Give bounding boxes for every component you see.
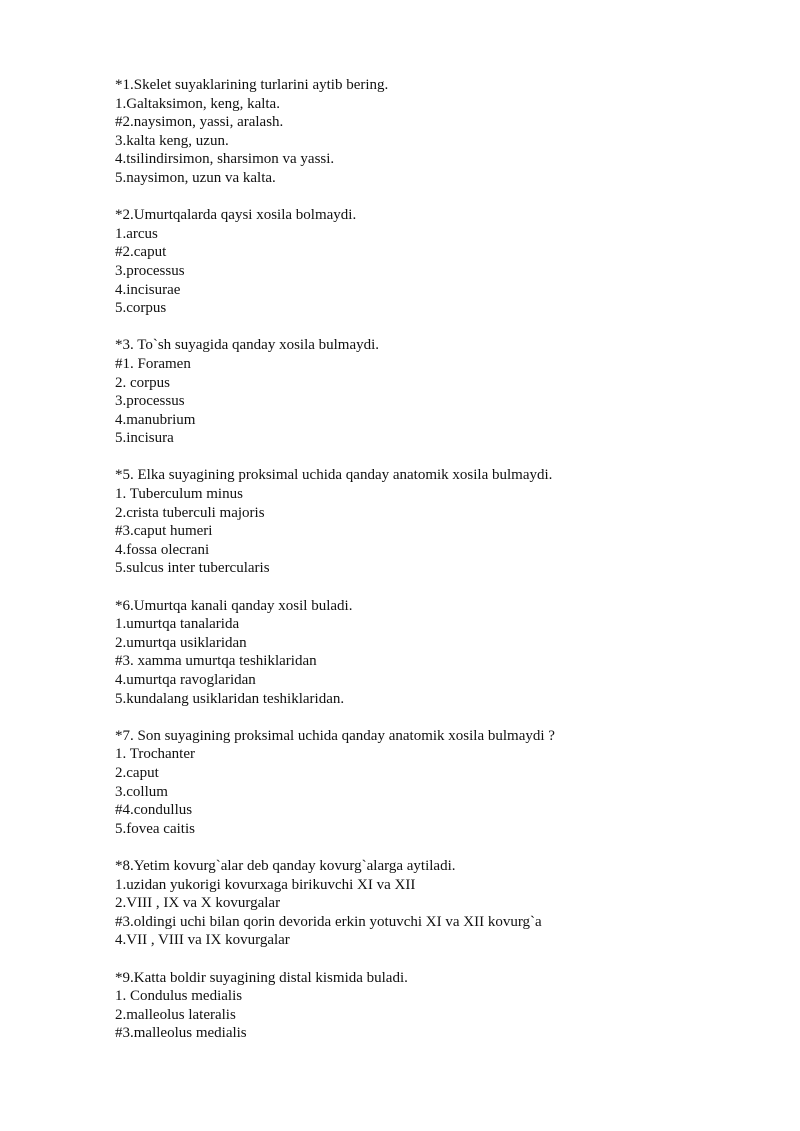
answer-option: 1. Trochanter (115, 746, 195, 763)
question-title: *6.Umurtqa kanali qanday xosil buladi. (115, 597, 353, 614)
question-8 (115, 857, 775, 950)
answer-option: 3.collum (115, 783, 168, 800)
answer-option-correct: #2.naysimon, yassi, aralash. (115, 114, 284, 131)
answer-option: 1.arcus (115, 225, 158, 242)
answer-option: 1.uzidan yukorigi kovurxaga birikuvchi XI va XII (115, 876, 416, 893)
answer-option: 3.processus (115, 393, 185, 410)
answer-option: 5.fovea caitis (115, 820, 195, 837)
question-9 (115, 969, 775, 1043)
answer-option: 2.umurtqa usiklaridan (115, 634, 247, 651)
question-title: *2.Umurtqalarda qaysi xosila bolmaydi. (115, 207, 357, 224)
answer-option-correct: #4.condullus (115, 802, 193, 819)
answer-option: 4.tsilindirsimon, sharsimon va yassi. (115, 151, 335, 168)
question-7 (115, 727, 775, 839)
answer-option: 2.crista tuberculi majoris (115, 504, 265, 521)
answer-option: 3.kalta keng, uzun. (115, 132, 229, 149)
answer-option: 1.umurtqa tanalarida (115, 616, 240, 633)
question-6 (115, 597, 775, 709)
question-2 (115, 206, 775, 318)
question-title: *3. To`sh suyagida qanday xosila bulmaydi. (115, 337, 380, 354)
answer-option: 1.Galtaksimon, keng, kalta. (115, 95, 280, 112)
answer-option: 2.caput (115, 764, 159, 781)
answer-option-correct: #3.oldingi uchi bilan qorin devorida erkin yotuvchi XI va XII kovurg`a (115, 913, 542, 930)
question-1 (115, 76, 775, 188)
answer-option: 4.umurtqa ravoglaridan (115, 672, 256, 688)
question-title: *1.Skelet suyaklarining turlarini aytib bering. (115, 77, 389, 93)
question-3 (115, 336, 775, 448)
answer-option: 4.fossa olecrani (115, 541, 210, 558)
answer-option: 5.kundalang usiklaridan teshiklaridan. (115, 690, 345, 707)
answer-option: 2.malleolus lateralis (115, 1006, 236, 1023)
answer-option: 4.incisurae (115, 281, 181, 298)
answer-option-correct: #3.caput humeri (115, 523, 213, 540)
answer-option: 5.naysimon, uzun va kalta. (115, 169, 276, 186)
document-page (115, 76, 775, 1061)
question-title: *5. Elka suyagining proksimal uchida qanday anatomik xosila bulmaydi. (115, 467, 553, 484)
answer-option: 4.VII , VIII va IX kovurgalar (115, 932, 290, 949)
answer-option: 2.VIII , IX va X kovurgalar (115, 895, 281, 912)
answer-option-correct: #2.caput (115, 244, 167, 261)
answer-option: 5.corpus (115, 300, 167, 317)
answer-option-correct: #1. Foramen (115, 355, 191, 372)
answer-option: 3.processus (115, 262, 185, 279)
answer-option: 4.manubrium (115, 411, 196, 428)
question-5 (115, 466, 775, 578)
answer-option-correct: #3.malleolus medialis (115, 1025, 247, 1042)
question-title: *8.Yetim kovurg`alar deb qanday kovurg`alarga aytiladi. (115, 857, 456, 874)
question-title: *7. Son suyagining proksimal uchida qanday anatomik xosila bulmaydi ? (115, 727, 555, 744)
answer-option: 2. corpus (115, 374, 170, 391)
answer-option-correct: #3. xamma umurtqa teshiklaridan (115, 653, 317, 670)
question-title: *9.Katta boldir suyagining distal kismida buladi. (115, 969, 408, 986)
answer-option: 5.incisura (115, 430, 174, 447)
answer-option: 5.sulcus inter tubercularis (115, 560, 270, 577)
answer-option: 1. Tuberculum minus (115, 486, 243, 503)
answer-option: 1. Condulus medialis (115, 988, 243, 1005)
